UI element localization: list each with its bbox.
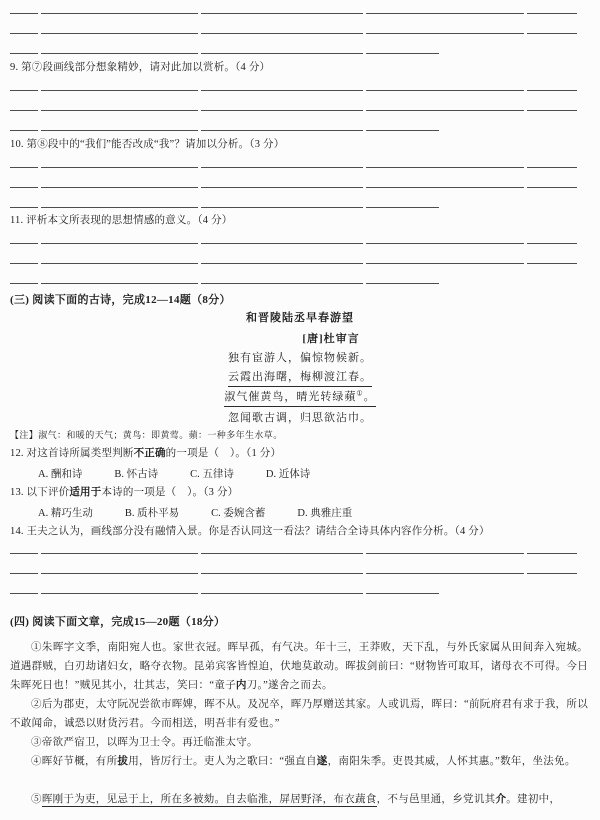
- option-b: B. 怀古诗: [114, 469, 159, 480]
- paragraph-1-bold-char: 内: [235, 680, 247, 691]
- footnote-marker: ①: [356, 389, 364, 398]
- paragraph-4-bold-char-1: 拔: [117, 756, 129, 767]
- section-4-heading: (四) 阅读下面文章，完成15—20题（18分）: [10, 616, 226, 628]
- question-13: [10, 485, 588, 500]
- passage-paragraph-4: [10, 752, 588, 771]
- paragraph-4-bold-char-2: 遂: [316, 756, 328, 767]
- poem-line-3-underlined: [224, 388, 375, 407]
- passage-paragraph-3: ③帝欲严宿卫，以晖为卫士令。再迁临淮太守。: [31, 737, 258, 748]
- answer-line: [10, 53, 577, 54]
- section-3-heading: (三) 阅读下面的古诗，完成12—14题（8分）: [10, 294, 231, 306]
- paragraph-5-text-end: 。建初中，: [506, 794, 561, 805]
- poem-line-3-period: 。: [363, 391, 376, 403]
- poem-line-4: 忽闻歌古调，归思欲沾巾。: [228, 412, 372, 424]
- question-13-emphasis: 适用于: [69, 487, 102, 498]
- answer-line: [10, 207, 577, 208]
- paragraph-5-text: ，不与邑里通，乡党讥其: [376, 794, 496, 805]
- question-12-text: 12. 对这首诗所属类型判断: [10, 448, 134, 459]
- option-b: B. 质朴平易: [124, 508, 180, 519]
- poem-title: 和晋陵陆丞早春游望: [246, 312, 354, 324]
- answer-line: [10, 243, 577, 244]
- question-13-options: [10, 505, 588, 520]
- option-a: A. 精巧生动: [38, 508, 93, 519]
- paragraph-5-bold-char: 介: [495, 794, 507, 805]
- answer-lines-block-5: [10, 553, 577, 613]
- answer-line: [10, 593, 577, 594]
- passage-paragraph-1: [10, 638, 588, 695]
- paragraph-4-text: ④晖好节概，有所: [31, 756, 118, 767]
- option-d: D. 典雅庄重: [297, 508, 353, 519]
- poem-line-2-underlined: 云霞出海曙，梅柳渡江春。: [228, 368, 372, 387]
- poem-note: 【注】淑气：和暖的天气；黄鸟：即黄莺。蘋：一种多年生水草。: [10, 430, 283, 440]
- question-13-text-end: 本诗的一项是（ ）。（3 分）: [101, 487, 239, 498]
- question-12: [10, 446, 588, 461]
- answer-line: [10, 90, 577, 91]
- poem-line-3-text: 淑气催黄鸟，晴光转绿蘋: [224, 391, 357, 403]
- question-12-emphasis: 不正确: [133, 448, 166, 459]
- question-12-text-end: 的一项是（ ）。（1 分）: [165, 448, 282, 459]
- passage-paragraph-5: [10, 790, 588, 809]
- answer-line: [10, 13, 577, 14]
- paragraph-5-marker: ⑤: [31, 794, 42, 805]
- option-a: A. 酬和诗: [38, 469, 83, 480]
- poem-line-3: [0, 388, 600, 407]
- answer-line: [10, 553, 577, 554]
- answer-line: [10, 130, 577, 131]
- poem-line-2: [0, 368, 600, 387]
- question-13-text: 13. 以下评价: [10, 487, 70, 498]
- question-12-options: [10, 466, 588, 481]
- question-10: 10. 第⑧段中的“我们”能否改成“我”？请加以分析。（3 分）: [10, 139, 285, 150]
- paragraph-1-text-end: 刀。”遂舍之而去。: [246, 680, 333, 691]
- option-c: C. 委婉含蓄: [211, 508, 266, 519]
- paragraph-5-underlined-text: 晖刚于为吏，见忌于上，所在多被劾。自去临淮，屏居野泽，布衣蔬食: [41, 794, 377, 805]
- poem-author: [唐]杜审言: [302, 333, 360, 345]
- option-c: C. 五律诗: [190, 469, 234, 480]
- paragraph-4-text-mid: 用，皆厉行士。吏人为之歌曰：“强直自: [128, 756, 317, 767]
- question-14: 14. 王夫之认为，画线部分没有融情入景。你是否认同这一看法？请结合全诗具体内容作分析。（4 分）: [10, 526, 490, 537]
- question-11: 11. 评析本文所表现的思想情感的意义。（4 分）: [10, 215, 233, 226]
- poem-line-1: 独有宦游人，偏惊物候新。: [228, 352, 372, 364]
- answer-line: [10, 33, 577, 34]
- answer-line: [10, 187, 577, 188]
- answer-line: [10, 573, 577, 574]
- question-9: 9. 第⑦段画线部分想象精妙，请对此加以赏析。（4 分）: [10, 62, 271, 73]
- answer-line: [10, 167, 577, 168]
- answer-line: [10, 283, 577, 284]
- paragraph-1-text: ①朱晖字文季，南阳宛人也。家世衣冠。晖早孤，有气决。年十三，王莽败，天下乱，与外氏家属从田间奔入宛城。道遇群贼，白刃劫诸妇女，略夺衣物。昆弟宾客皆惶迫，伏地莫敢动。晖拔剑前曰：“财物皆可取耳，诸母衣不可得。今日朱晖死日也！”贼见其小，壮其志，笑曰：“童子: [10, 642, 588, 691]
- answer-line: [10, 263, 577, 264]
- answer-line: [10, 110, 577, 111]
- paragraph-4-text-end: ，南阳朱季。吏畏其威，人怀其惠。”数年，坐法免。: [327, 756, 576, 767]
- passage-paragraph-2: ②后为郡吏，太守阮况尝欲市晖婢，晖不从。及况卒，晖乃厚赠送其家。人或讥焉，晖曰：“前阮府君有求于我，所以不敢闻命，诚恐以财货污君。今而相送，明吾非有爱也。”: [10, 699, 588, 729]
- option-d: D. 近体诗: [265, 469, 311, 480]
